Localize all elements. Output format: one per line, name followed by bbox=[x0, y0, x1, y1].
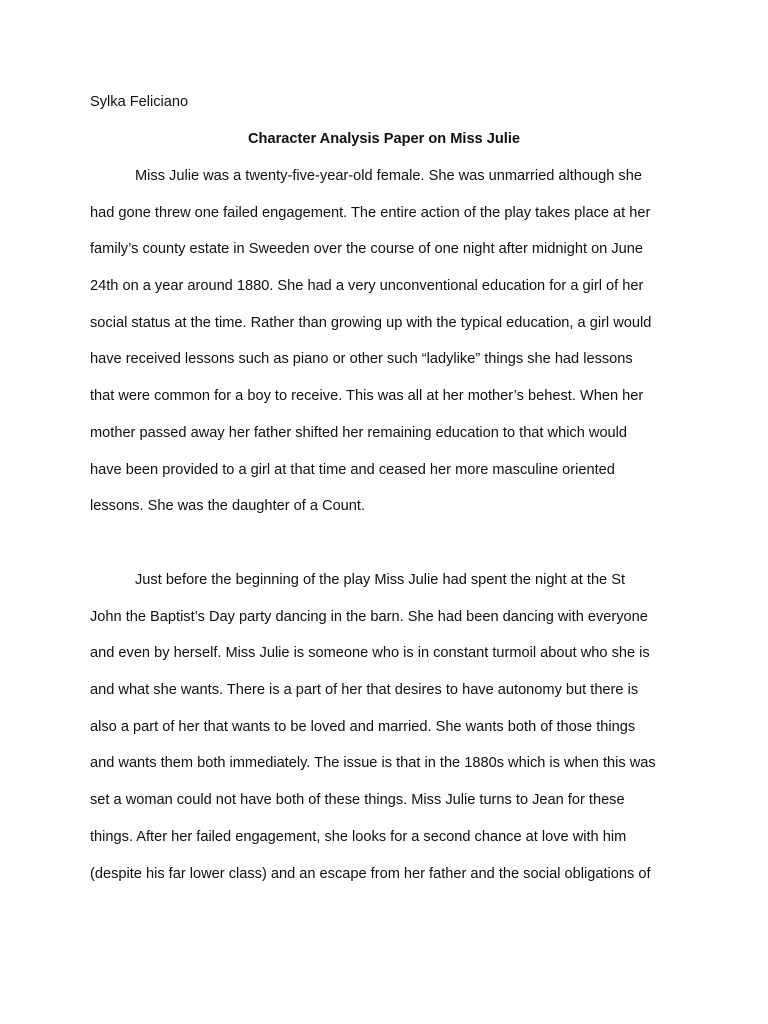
paragraph-2 bbox=[90, 571, 690, 901]
paragraph-1 bbox=[90, 167, 690, 534]
paragraph-line: have received lessons such as piano or other such “ladylike” things she had lessons bbox=[90, 351, 633, 368]
paragraph-line: and what she wants. There is a part of her that desires to have autonomy but there is bbox=[90, 682, 639, 699]
paragraph-line: that were common for a boy to receive. This was all at her mother’s behest. When her bbox=[90, 388, 644, 405]
paragraph-line: mother passed away her father shifted her remaining education to that which would bbox=[90, 424, 628, 441]
paragraph-line: Miss Julie was a twenty-five-year-old female. She was unmarried although she bbox=[135, 168, 642, 184]
paragraph-line: 24th on a year around 1880. She had a very unconventional education for a girl of her bbox=[90, 278, 644, 295]
paragraph-line: also a part of her that wants to be loved and married. She wants both of those things bbox=[90, 718, 636, 735]
paragraph-line: Just before the beginning of the play Miss Julie had spent the night at the St bbox=[135, 572, 626, 588]
author-name: Sylka Feliciano bbox=[90, 94, 189, 110]
paragraph-line: lessons. She was the daughter of a Count. bbox=[90, 498, 366, 515]
paragraph-line: have been provided to a girl at that time and ceased her more masculine oriented bbox=[90, 461, 615, 478]
paper-title: Character Analysis Paper on Miss Julie bbox=[248, 131, 520, 147]
paragraph-line: had gone threw one failed engagement. The entire action of the play takes place at her bbox=[90, 204, 651, 221]
paragraph-line: social status at the time. Rather than growing up with the typical education, a girl would bbox=[90, 314, 652, 331]
paragraph-line: and even by herself. Miss Julie is someone who is in constant turmoil about who she is bbox=[90, 645, 650, 662]
paragraph-line: John the Baptist’s Day party dancing in the barn. She had been dancing with everyone bbox=[90, 608, 648, 625]
paragraph-line: and wants them both immediately. The issue is that in the 1880s which is when this was bbox=[90, 755, 656, 772]
paragraph-line: set a woman could not have both of these things. Miss Julie turns to Jean for these bbox=[90, 792, 625, 809]
paragraph-line: family’s county estate in Sweeden over the course of one night after midnight on June bbox=[90, 241, 644, 258]
paragraph-line: (despite his far lower class) and an escape from her father and the social obligations of bbox=[90, 865, 651, 882]
paragraph-line: things. After her failed engagement, she looks for a second chance at love with him bbox=[90, 828, 627, 845]
